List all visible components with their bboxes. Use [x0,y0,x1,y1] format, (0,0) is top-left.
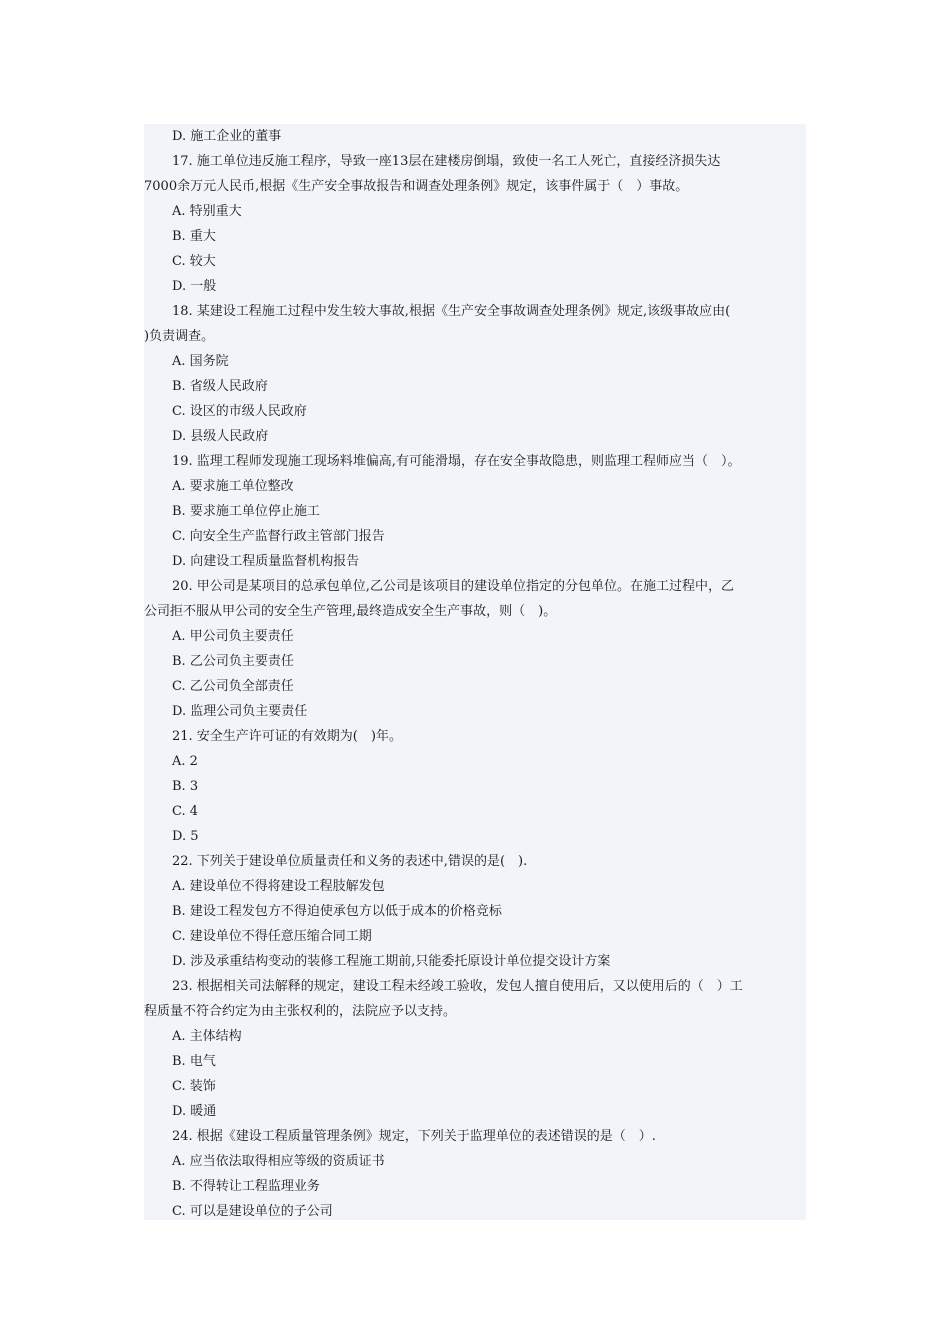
answer-option: A. 特别重大 [172,204,242,219]
document-body [144,124,806,1224]
answer-option: C. 乙公司负全部责任 [172,679,294,694]
answer-option: D. 县级人民政府 [172,429,269,444]
answer-option: A. 主体结构 [172,1029,242,1044]
answer-option: C. 可以是建设单位的子公司 [172,1204,333,1219]
answer-option: D. 施工企业的董事 [172,129,282,144]
answer-option: B. 乙公司负主要责任 [172,654,294,669]
answer-option: C. 4 [172,804,199,819]
answer-option: B. 重大 [172,229,216,244]
question-text: 21. 安全生产许可证的有效期为( )年。 [172,729,402,744]
answer-option: B. 不得转让工程监理业务 [172,1179,320,1194]
answer-option: B. 省级人民政府 [172,379,268,394]
answer-option: D. 向建设工程质量监督机构报告 [172,554,360,569]
question-text-continued: 程质量不符合约定为由主张权利的，法院应予以支持。 [144,1004,457,1019]
answer-option: A. 应当依法取得相应等级的资质证书 [172,1154,385,1169]
answer-option: D. 暖通 [172,1104,217,1119]
answer-option: C. 设区的市级人民政府 [172,404,307,419]
question-text-continued: 7000余万元人民币,根据《生产安全事故报告和调查处理条例》规定，该事件属于（ ）事故。 [144,179,689,194]
answer-option: B. 3 [172,779,199,794]
question-text: 22. 下列关于建设单位质量责任和义务的表述中,错误的是( ). [172,854,528,869]
answer-option: A. 要求施工单位整改 [172,479,294,494]
answer-option: C. 建设单位不得任意压缩合同工期 [172,929,372,944]
answer-option: D. 一般 [172,279,217,294]
answer-option: B. 建设工程发包方不得迫使承包方以低于成本的价格竞标 [172,904,502,919]
answer-option: C. 装饰 [172,1079,216,1094]
answer-option: A. 国务院 [172,354,229,369]
question-text-continued: 公司拒不服从甲公司的安全生产管理,最终造成安全生产事故，则（ )。 [144,604,557,619]
answer-option: B. 要求施工单位停止施工 [172,504,320,519]
question-text: 23. 根据相关司法解释的规定，建设工程未经竣工验收，发包人擅自使用后，又以使用后的（ ）工 [172,979,743,994]
answer-option: A. 甲公司负主要责任 [172,629,294,644]
question-text: 19. 监理工程师发现施工现场料堆偏高,有可能滑塌，存在安全事故隐患，则监理工程师应当（ ）。 [172,454,741,469]
answer-option: C. 较大 [172,254,216,269]
question-text: 17. 施工单位违反施工程序，导致一座13层在建楼房倒塌，致使一名工人死亡，直接经济损失达 [172,154,721,169]
answer-option: D. 监理公司负主要责任 [172,704,308,719]
question-text: 20. 甲公司是某项目的总承包单位,乙公司是该项目的建设单位指定的分包单位。在施工过程中，乙 [172,579,734,594]
answer-option: A. 建设单位不得将建设工程肢解发包 [172,879,385,894]
answer-option: B. 电气 [172,1054,216,1069]
question-text: 18. 某建设工程施工过程中发生较大事故,根据《生产安全事故调查处理条例》规定,该级事故应由( [172,304,731,319]
question-text-continued: )负责调查。 [144,329,215,344]
answer-option: D. 5 [172,829,199,844]
question-text: 24. 根据《建设工程质量管理条例》规定，下列关于监理单位的表述错误的是（ ）. [172,1129,656,1144]
answer-option: A. 2 [172,754,198,769]
answer-option: C. 向安全生产监督行政主管部门报告 [172,529,385,544]
answer-option: D. 涉及承重结构变动的装修工程施工期前,只能委托原设计单位提交设计方案 [172,954,611,969]
